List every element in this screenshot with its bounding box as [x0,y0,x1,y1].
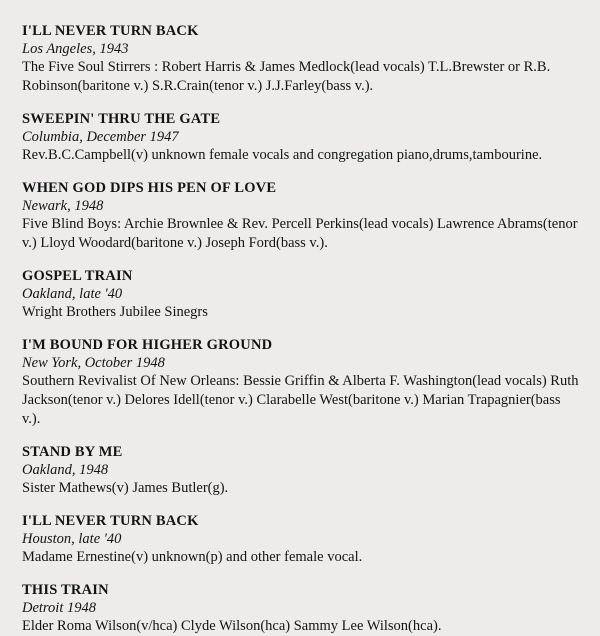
track-title: GOSPEL TRAIN [22,267,133,284]
track-recording-location: Columbia, December 1947 [22,129,179,146]
track-recording-location: Detroit 1948 [22,600,96,617]
track-entry [22,267,580,322]
track-title: STAND BY ME [22,443,123,460]
track-recording-location: New York, October 1948 [22,355,165,372]
track-title: SWEEPIN' THRU THE GATE [22,110,221,127]
track-recording-location: Oakland, late '40 [22,286,123,303]
track-personnel: Elder Roma Wilson(v/hca) Clyde Wilson(hca) Sammy Lee Wilson(hca). [22,618,442,635]
track-personnel: Madame Ernestine(v) unknown(p) and other female vocal. [22,549,363,566]
track-recording-location: Oakland, 1948 [22,461,109,478]
track-recording-location: Los Angeles, 1943 [22,41,129,58]
track-title: I'LL NEVER TURN BACK [22,23,199,39]
track-title: WHEN GOD DIPS HIS PEN OF LOVE [22,180,277,197]
track-entry [22,179,580,253]
track-personnel: Sister Mathews(v) James Butler(g). [22,480,229,497]
track-title: THIS TRAIN [22,582,109,599]
track-entry [22,512,580,567]
track-personnel: Rev.B.C.Campbell(v) unknown female vocals and congregation piano,drums,tambourine. [22,147,543,164]
track-entry [22,336,580,429]
track-entry [22,443,580,498]
track-entry [22,581,580,636]
track-entry [22,110,580,165]
track-title: I'M BOUND FOR HIGHER GROUND [22,337,273,354]
track-personnel: Five Blind Boys: Archie Brownlee & Rev. Percell Perkins(lead vocals) Lawrence Abrams(tenor v.) Lloyd Woodard(baritone v.) Joseph Ford(bass v.). [22,216,578,252]
track-recording-location: Houston, late '40 [22,531,122,548]
track-personnel: Southern Revivalist Of New Orleans: Bessie Griffin & Alberta F. Washington(lead vocals) Ruth Jackson(tenor v.) Delores Idell(tenor v.) Clarabelle West(baritone v.) Marian Trapagnier(bass v.). [22,373,579,427]
track-personnel: The Five Soul Stirrers : Robert Harris & James Medlock(lead vocals) T.L.Brewster or R.B. Robinson(baritone v.) S.R.Crain(tenor v.) J.J.Farley(bass v.). [22,59,551,95]
track-entry [22,22,580,96]
track-personnel: Wright Brothers Jubilee Sinegrs [22,304,208,321]
track-title: I'LL NEVER TURN BACK [22,512,199,529]
track-recording-location: Newark, 1948 [22,198,104,215]
